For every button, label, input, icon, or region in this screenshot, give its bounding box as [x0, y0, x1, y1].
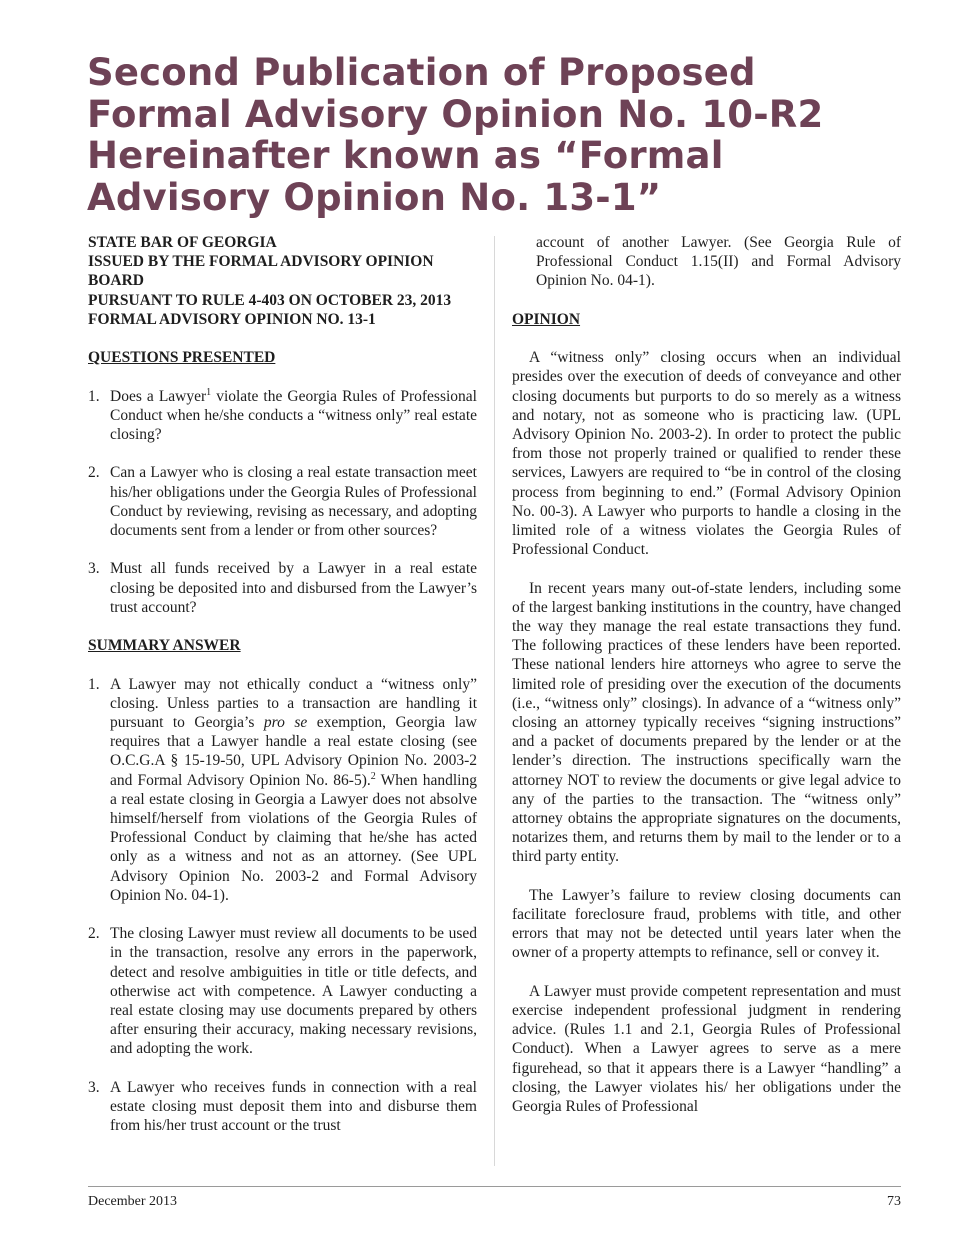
- header-line: FORMAL ADVISORY OPINION NO. 13-1: [88, 310, 376, 328]
- page-title: Second Publication of Proposed Formal Advisory Opinion No. 10-R2 Hereinafter known as “Formal Advisory Opinion No. 13-1”: [87, 51, 824, 219]
- continued-paragraph: account of another Lawyer. (See Georgia Rule of Professional Conduct 1.15(II) and Formal Advisory Opinion No. 04-1).: [536, 234, 901, 290]
- list-item: 2. The closing Lawyer must review all documents to be used in the transaction, resolve any errors in the paperwork, detect and resolve ambiguities in title or title defects, and otherwise act with competence. A Lawyer conducting a real estate closing may use documents prepared by others after ensuring their accuracy, making necessary revisions, and adopting the work.: [88, 925, 477, 1058]
- opinion-paragraph: A Lawyer must provide competent representation and must exercise independent professional judgment in rendering advice. (Rules 1.1 and 2.1, Georgia Rules of Professional Conduct). When a Lawyer agrees to serve as a mere figurehead, so that it appears there is a Lawyer “handling” a closing, the Lawyer violates his/ her obligations under the Georgia Rules of Professional: [512, 982, 901, 1116]
- opinion-paragraph: In recent years many out-of-state lenders, including some of the largest banking institutions in the country, have changed the way they manage the real estate transactions they fund. The following practices of these lenders have been reported. These national lenders hire attorneys who agree to serve the limited role of presiding over the execution of the documents (i.e., “witness only” closings). In advance of a “witness only” closing an attorney typically receives “signing instructions” and a packet of documents prepared by the lender or at the lender’s direction. The instructions specifically warn the attorney NOT to review the documents or give legal advice to any of the parties to the transaction. The “witness only” attorney obtains the appropriate signatures on the documents, notarizes them, and returns them by mail to the lender or to a third party entity.: [512, 579, 901, 866]
- questions-heading: QUESTIONS PRESENTED: [88, 349, 276, 367]
- list-item: 3. A Lawyer who receives funds in connection with a real estate closing must deposit them into and disburse them from his/her trust account or the trust: [88, 1078, 477, 1135]
- left-column: [88, 233, 477, 1155]
- list-item: 1. A Lawyer may not ethically conduct a “witness only” closing. Unless parties to a transaction are handling it pursuant to Georgia’s pro se exemption, Georgia law requires that a Lawyer handle a real estate closing (see O.C.G.A § 15-19-50, UPL Advisory Opinion No. 2003-2 and Formal Advisory Opinion No. 86-5).$^2$ When handling a real estate closing in Georgia a Lawyer does not absolve himself/herself from violations of the Georgia Rules of Professional Conduct by claiming that he/she has acted only as a witness and not as an attorney. (See UPL Advisory Opinion No. 2003-2 and Formal Advisory Opinion No. 04-1).: [88, 675, 478, 904]
- item-number: 3.: [88, 1078, 100, 1096]
- opinion-paragraph: The Lawyer’s failure to review closing documents can facilitate foreclosure fraud, problems with title, and other errors that may not be detected until years later when the owner of a property attempts to refinance, sell or convey it.: [512, 886, 901, 962]
- header-line: PURSUANT TO RULE 4-403 ON OCTOBER 23, 2013: [88, 291, 452, 309]
- list-item: 2. Can a Lawyer who is closing a real estate transaction meet his/her obligations under the Georgia Rules of Professional Conduct by reviewing, revising as necessary, and adopting documents sent from a lender or from other sources?: [88, 464, 477, 539]
- list-item: 3. Must all funds received by a Lawyer in a real estate closing be deposited into and disbursed from the Lawyer’s trust account?: [88, 560, 477, 616]
- opinion-paragraph: A “witness only” closing occurs when an individual presides over the execution of deeds of conveyance and other closing documents but purports to do so merely as a witness and notary, not as someone who is practicing law. (UPL Advisory Opinion No. 2003-2). In order to protect the public from those not properly trained or qualified to render these services, Lawyers are required to “be in control of the closing process from beginning to end.” (Formal Advisory Opinion No. 00-3). A Lawyer who purports to handle a closing in the limited role of a witness violates the Georgia Rules of Professional Conduct.: [512, 349, 901, 559]
- header-line: ISSUED BY THE FORMAL ADVISORY OPINION BOARD: [88, 253, 434, 290]
- right-column: [512, 233, 901, 1135]
- item-number: 2.: [88, 925, 100, 943]
- footnote-ref: 2: [370, 770, 376, 782]
- item-number: 1.: [88, 675, 100, 693]
- page-number: 73: [887, 1194, 901, 1209]
- footer-date: December 2013: [88, 1194, 178, 1209]
- summary-list: [88, 675, 477, 1136]
- opinion-heading: OPINION: [512, 310, 581, 328]
- column-divider: [494, 236, 495, 1166]
- list-item: 1. Does a Lawyer$^1$ violate the Georgia Rules of Professional Conduct when he/she conducts a “witness only” real estate closing?: [88, 386, 477, 443]
- item-number: 3.: [88, 560, 100, 578]
- item-number: 2.: [88, 464, 100, 482]
- footer-rule: [88, 1186, 901, 1187]
- footnote-ref: 1: [206, 386, 212, 398]
- questions-list: [88, 387, 477, 617]
- summary-heading: SUMMARY ANSWER: [88, 637, 241, 655]
- header-line: STATE BAR OF GEORGIA: [88, 234, 277, 251]
- item-number: 1.: [88, 387, 100, 405]
